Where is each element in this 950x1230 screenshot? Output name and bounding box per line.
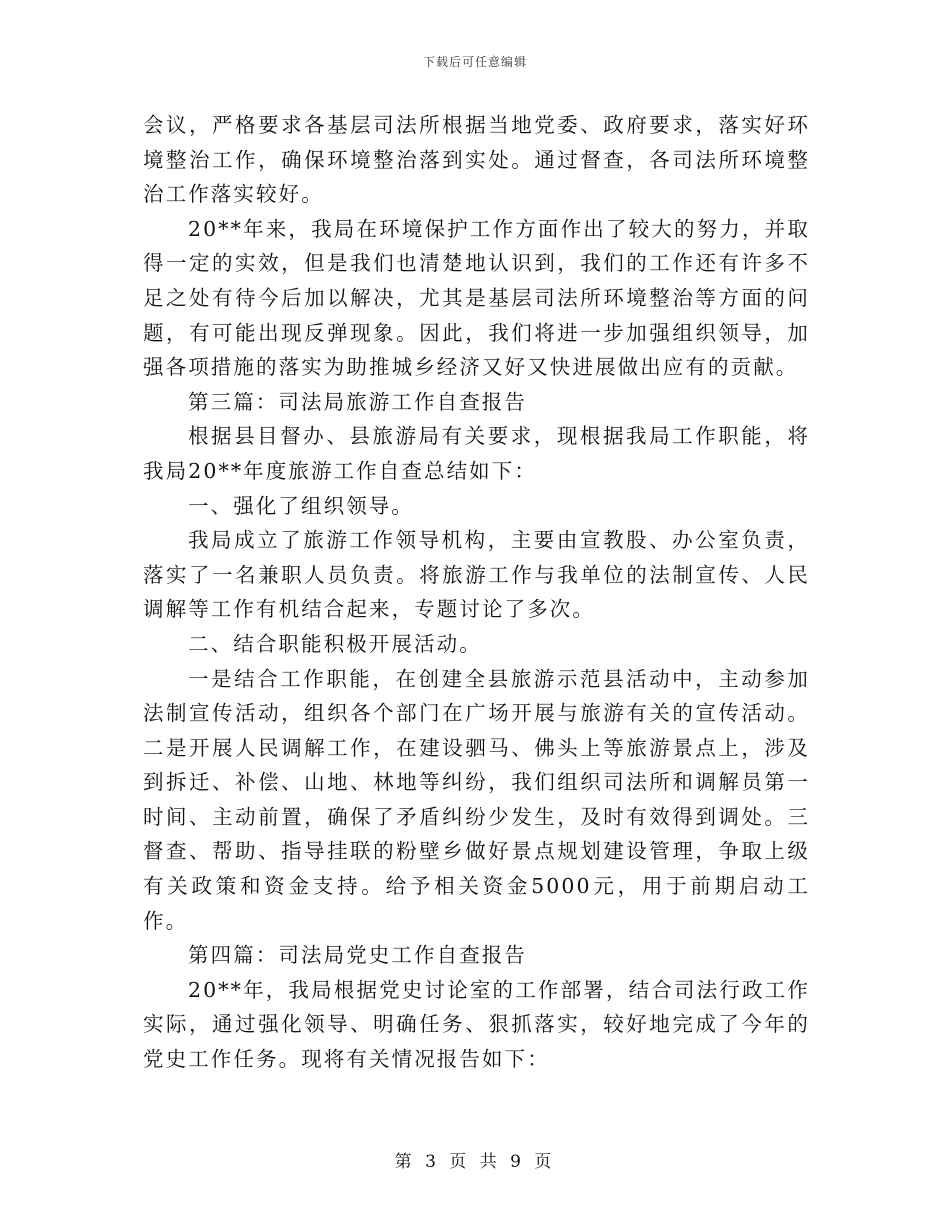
page-number: 第 3 页 共 9 页: [394, 1152, 556, 1172]
section-heading: 第四篇：司法局党史工作自查报告: [188, 943, 527, 968]
section-heading: 第三篇：司法局旅游工作自查报告: [188, 389, 527, 414]
page-header: 下载后可任意编辑: [422, 55, 527, 69]
paragraph: 一是结合工作职能，在创建全县旅游示范县活动中，主动参加法制宣传活动，组织各个部门在广场开展与旅游有关的宣传活动。二是开展人民调解工作，在建设驷马、佛头上等旅游景点上，涉及到拆迁、补偿、山地、林地等纠纷，我们组织司法所和调解员第一时间、主动前置，确保了矛盾纠纷少发生，及时有效得到调处。三督查、帮助、指导挂联的粉壁乡做好景点规划建设管理，争取上级有关政策和资金支持。给予相关资金5000元，用于前期启动工作。: [143, 666, 810, 933]
document-body: [143, 108, 810, 1077]
paragraph: 根据县目督办、县旅游局有关要求，现根据我局工作职能，将我局20**年度旅游工作自查总结如下：: [143, 424, 810, 483]
paragraph: 我局成立了旅游工作领导机构，主要由宣教股、办公室负责，落实了一名兼职人员负责。将旅游工作与我单位的法制宣传、人民调解等工作有机结合起来，专题讨论了多次。: [143, 528, 810, 622]
subheading: 一、强化了组织领导。: [188, 493, 414, 518]
paragraph: 20**年，我局根据党史讨论室的工作部署，结合司法行政工作实际，通过强化领导、明确任务、狠抓落实，较好地完成了今年的党史工作任务。现将有关情况报告如下：: [143, 977, 810, 1072]
subheading: 二、结合职能积极开展活动。: [188, 631, 482, 656]
paragraph: 会议，严格要求各基层司法所根据当地党委、政府要求，落实好环境整治工作，确保环境整治落到实处。通过督查，各司法所环境整治工作落实较好。: [143, 113, 810, 207]
paragraph: 20**年来，我局在环境保护工作方面作出了较大的努力，并取得一定的实效，但是我们也清楚地认识到，我们的工作还有许多不足之处有待今后加以解决，尤其是基层司法所环境整治等方面的问题，有可能出现反弹现象。因此，我们将进一步加强组织领导，加强各项措施的落实为助推城乡经济又好又快进展做出应有的贡献。: [143, 216, 810, 380]
